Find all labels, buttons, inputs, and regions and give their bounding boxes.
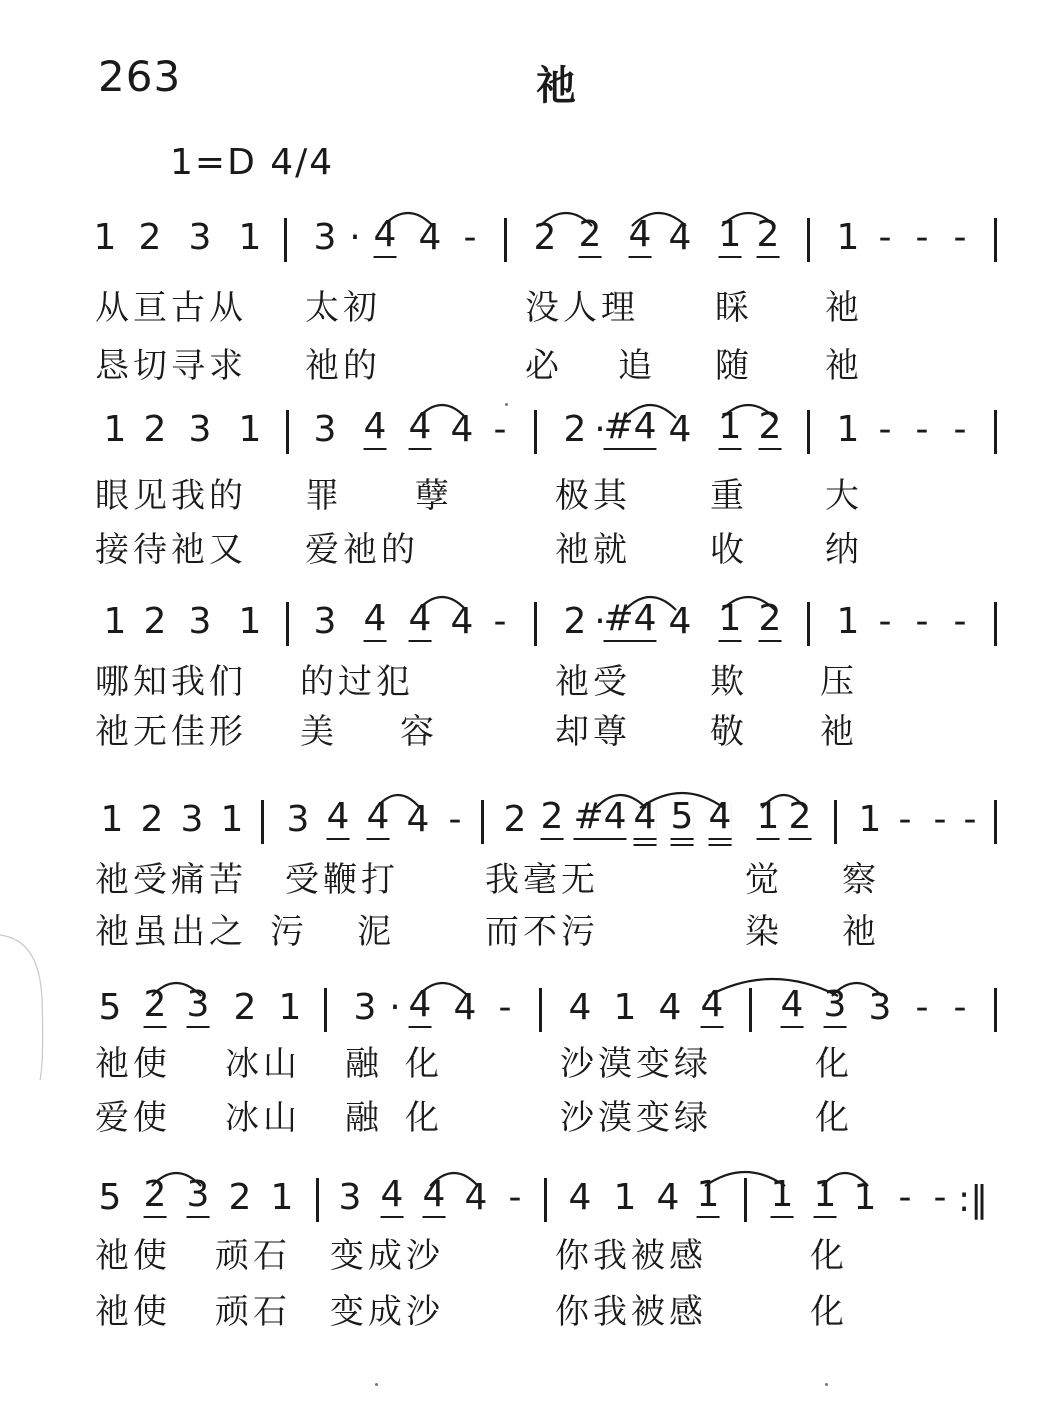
dash: - — [498, 987, 512, 1028]
lyric-word: 祂就 — [555, 530, 631, 570]
end-repeat-sign: :‖ — [958, 1179, 989, 1220]
lyric-word: 受鞭打 — [285, 860, 399, 900]
lyric-word: 祂使 — [95, 1236, 171, 1276]
lyric-word: 变成沙 — [330, 1292, 444, 1332]
barline — [994, 218, 997, 262]
lyric-word: 大 — [825, 476, 863, 516]
lyric-word: 沙漠变绿 — [560, 1044, 712, 1084]
notation-line — [0, 1174, 1044, 1234]
key-signature: 1=D 4/4 — [170, 142, 335, 183]
lyric-word: 冰山 — [225, 1098, 301, 1138]
dash: - — [898, 799, 912, 840]
dash: - — [933, 799, 947, 840]
note: 5 — [671, 796, 694, 840]
note: 3 — [313, 217, 337, 258]
note: 4 — [423, 1174, 446, 1218]
scan-speck — [825, 1383, 828, 1386]
note: 1 — [100, 799, 124, 840]
barline — [807, 218, 810, 262]
note: #4 — [573, 796, 626, 840]
barline — [807, 602, 810, 646]
note: 2 — [503, 799, 527, 840]
lyric-word: 顽石 — [215, 1292, 291, 1332]
lyric-line-verse-2 — [0, 1096, 1044, 1146]
lyric-word: 祂受痛苦 — [95, 860, 247, 900]
note: 1 — [719, 598, 742, 642]
lyric-word: 察 — [842, 860, 880, 900]
dash: - — [493, 601, 507, 642]
lyric-word: 化 — [810, 1292, 848, 1332]
barline — [284, 218, 287, 262]
lyric-word: 压 — [820, 662, 858, 702]
lyric-word: 罪 — [305, 476, 343, 516]
lyric-line-verse-1 — [0, 286, 1044, 336]
lyric-word: 欺 — [710, 662, 748, 702]
dash: - — [915, 217, 929, 258]
lyric-word: 你我被感 — [555, 1292, 707, 1332]
lyric-word: 恳切寻求 — [95, 346, 247, 386]
dash: - — [878, 217, 892, 258]
note: 2 — [563, 601, 587, 642]
barline — [316, 1178, 319, 1222]
note: 3 — [824, 984, 847, 1028]
lyric-word: 哪知我们 — [95, 662, 247, 702]
barline — [261, 800, 264, 844]
note: 2 — [233, 987, 257, 1028]
note: 4 — [450, 409, 474, 450]
lyric-word: 接待祂又 — [95, 530, 247, 570]
lyric-word: 冰山 — [225, 1044, 301, 1084]
lyric-word: 祂 — [825, 346, 863, 386]
barline — [994, 410, 997, 454]
note: 4 — [418, 217, 442, 258]
note: 4 — [450, 601, 474, 642]
lyric-word: 融 — [345, 1044, 383, 1084]
dot: · — [349, 217, 361, 258]
barline — [749, 988, 752, 1032]
note: 4 — [381, 1174, 404, 1218]
barline — [539, 988, 542, 1032]
note: 4 — [634, 796, 657, 840]
lyric-word: 收 — [710, 530, 748, 570]
scan-speck — [375, 1383, 378, 1386]
note: 2 — [541, 796, 564, 840]
lyric-word: 重 — [710, 476, 748, 516]
note: 3 — [188, 409, 212, 450]
note: 1 — [220, 799, 244, 840]
note: 1 — [103, 601, 127, 642]
lyric-word: 孽 — [415, 476, 453, 516]
barline — [807, 410, 810, 454]
barline — [834, 800, 837, 844]
barline — [481, 800, 484, 844]
lyric-word: 化 — [405, 1044, 443, 1084]
barline — [324, 988, 327, 1032]
note: 3 — [313, 409, 337, 450]
notation-line — [0, 984, 1044, 1044]
dash: - — [953, 409, 967, 450]
lyric-word: 祂 — [825, 288, 863, 328]
lyric-line-verse-1 — [0, 660, 1044, 710]
notation-line — [0, 796, 1044, 856]
note: 1 — [238, 601, 262, 642]
lyric-word: 没人理 — [525, 288, 639, 328]
lyric-word: 极其 — [555, 476, 631, 516]
note: 1 — [613, 987, 637, 1028]
note: 3 — [313, 601, 337, 642]
lyric-word: 融 — [345, 1098, 383, 1138]
lyric-word: 爱使 — [95, 1098, 171, 1138]
note: 4 — [464, 1177, 488, 1218]
lyric-word: 染 — [745, 912, 783, 952]
lyric-word: 而不污 — [485, 912, 599, 952]
lyric-word: 化 — [815, 1098, 853, 1138]
barline — [534, 410, 537, 454]
notation-line — [0, 598, 1044, 658]
dash: - — [915, 987, 929, 1028]
dash: - — [953, 217, 967, 258]
dash: - — [915, 601, 929, 642]
dash: - — [953, 987, 967, 1028]
lyric-word: 祂 — [820, 712, 858, 752]
lyric-word: 敬 — [710, 712, 748, 752]
lyric-word: 你我被感 — [555, 1236, 707, 1276]
note: 4 — [668, 217, 692, 258]
note: 3 — [338, 1177, 362, 1218]
note: 3 — [188, 217, 212, 258]
note: 4 — [409, 984, 432, 1028]
lyric-line-verse-2 — [0, 910, 1044, 960]
lyric-word: 美 — [300, 712, 338, 752]
note: 2 — [138, 217, 162, 258]
note: 4 — [709, 796, 732, 840]
note: 1 — [814, 1174, 837, 1218]
note: 1 — [757, 796, 780, 840]
dash: - — [508, 1177, 522, 1218]
note: 1 — [771, 1174, 794, 1218]
lyric-word: 必 — [525, 346, 563, 386]
lyric-word: 祂 — [842, 912, 880, 952]
note: 3 — [868, 987, 892, 1028]
note: 2 — [143, 601, 167, 642]
lyric-word: 污 — [270, 912, 308, 952]
note: 1 — [613, 1177, 637, 1218]
song-title: 祂 — [536, 63, 576, 109]
note: 4 — [781, 984, 804, 1028]
lyric-word: 化 — [405, 1098, 443, 1138]
note: 1 — [836, 409, 860, 450]
note: 4 — [668, 601, 692, 642]
note: #4 — [603, 406, 656, 450]
dot: · — [594, 409, 606, 450]
note: 4 — [409, 406, 432, 450]
notation-line — [0, 406, 1044, 466]
lyric-word: 睬 — [715, 288, 753, 328]
barline — [534, 602, 537, 646]
dash: - — [915, 409, 929, 450]
dash: - — [953, 601, 967, 642]
lyric-word: 从亘古从 — [95, 288, 247, 328]
lyric-word: 追 — [618, 346, 656, 386]
lyric-word: 我毫无 — [485, 860, 599, 900]
lyric-line-verse-1 — [0, 1042, 1044, 1092]
note: 2 — [533, 217, 557, 258]
notation-line — [0, 214, 1044, 274]
dash: - — [933, 1177, 947, 1218]
note: 4 — [629, 214, 652, 258]
lyric-word: 爱祂的 — [305, 530, 419, 570]
page-number: 263 — [98, 52, 182, 101]
note: 4 — [668, 409, 692, 450]
barline — [994, 602, 997, 646]
lyric-word: 祂的 — [305, 346, 381, 386]
note: 1 — [719, 214, 742, 258]
lyric-word: 祂虽出之 — [95, 912, 247, 952]
lyric-word: 沙漠变绿 — [560, 1098, 712, 1138]
note: 4 — [374, 214, 397, 258]
note: 3 — [286, 799, 310, 840]
note: 4 — [568, 987, 592, 1028]
lyric-word: 祂使 — [95, 1044, 171, 1084]
note: 2 — [140, 799, 164, 840]
lyric-word: 却尊 — [555, 712, 631, 752]
note: 2 — [579, 214, 602, 258]
lyric-word: 觉 — [745, 860, 783, 900]
note: 2 — [759, 406, 782, 450]
lyric-word: 变成沙 — [330, 1236, 444, 1276]
note: 3 — [187, 1174, 210, 1218]
dash: - — [878, 409, 892, 450]
barline — [286, 602, 289, 646]
note: 2 — [143, 409, 167, 450]
lyric-word: 祂受 — [555, 662, 631, 702]
dash: - — [878, 601, 892, 642]
dot: · — [594, 601, 606, 642]
note: 1 — [836, 601, 860, 642]
note: 4 — [409, 598, 432, 642]
lyric-word: 泥 — [357, 912, 395, 952]
note: 4 — [367, 796, 390, 840]
note: 4 — [568, 1177, 592, 1218]
note: #4 — [603, 598, 656, 642]
dash: - — [493, 409, 507, 450]
note: 2 — [144, 984, 167, 1028]
scan-speck — [505, 403, 508, 406]
note: 1 — [93, 217, 117, 258]
note: 1 — [697, 1174, 720, 1218]
note: 1 — [836, 217, 860, 258]
note: 1 — [853, 1177, 877, 1218]
barline — [286, 410, 289, 454]
note: 3 — [353, 987, 377, 1028]
lyric-line-verse-2 — [0, 710, 1044, 760]
dash: - — [448, 799, 462, 840]
barline — [744, 1178, 747, 1222]
note: 5 — [98, 987, 122, 1028]
lyric-word: 顽石 — [215, 1236, 291, 1276]
lyric-line-verse-1 — [0, 858, 1044, 908]
dot: · — [389, 987, 401, 1028]
lyric-word: 化 — [815, 1044, 853, 1084]
lyric-line-verse-2 — [0, 528, 1044, 578]
lyric-word: 祂使 — [95, 1292, 171, 1332]
note: 5 — [98, 1177, 122, 1218]
lyric-word: 的过犯 — [300, 662, 414, 702]
lyric-line-verse-1 — [0, 1234, 1044, 1284]
note: 4 — [327, 796, 350, 840]
note: 2 — [228, 1177, 252, 1218]
note: 1 — [858, 799, 882, 840]
note: 3 — [180, 799, 204, 840]
note: 1 — [238, 409, 262, 450]
barline — [504, 218, 507, 262]
note: 4 — [364, 598, 387, 642]
note: 4 — [656, 1177, 680, 1218]
lyric-word: 化 — [810, 1236, 848, 1276]
note: 2 — [759, 598, 782, 642]
barline — [994, 988, 997, 1032]
note: 4 — [406, 799, 430, 840]
barline — [544, 1178, 547, 1222]
note: 2 — [144, 1174, 167, 1218]
lyric-line-verse-1 — [0, 474, 1044, 524]
dash: - — [963, 799, 977, 840]
note: 1 — [719, 406, 742, 450]
note: 2 — [563, 409, 587, 450]
lyric-line-verse-2 — [0, 1290, 1044, 1340]
dash: - — [898, 1177, 912, 1218]
lyric-word: 随 — [715, 346, 753, 386]
barline — [994, 800, 997, 844]
note: 1 — [278, 987, 302, 1028]
lyric-word: 纳 — [825, 530, 863, 570]
lyric-word: 太初 — [305, 288, 381, 328]
lyric-line-verse-2 — [0, 344, 1044, 394]
note: 4 — [364, 406, 387, 450]
lyric-word: 祂无佳形 — [95, 712, 247, 752]
lyric-word: 眼见我的 — [95, 476, 247, 516]
note: 4 — [658, 987, 682, 1028]
note: 1 — [238, 217, 262, 258]
note: 1 — [270, 1177, 294, 1218]
lyric-word: 容 — [400, 712, 438, 752]
note: 4 — [453, 987, 477, 1028]
note: 3 — [188, 601, 212, 642]
note: 3 — [187, 984, 210, 1028]
note: 2 — [757, 214, 780, 258]
note: 1 — [103, 409, 127, 450]
note: 2 — [789, 796, 812, 840]
note: 4 — [701, 984, 724, 1028]
dash: - — [463, 217, 477, 258]
